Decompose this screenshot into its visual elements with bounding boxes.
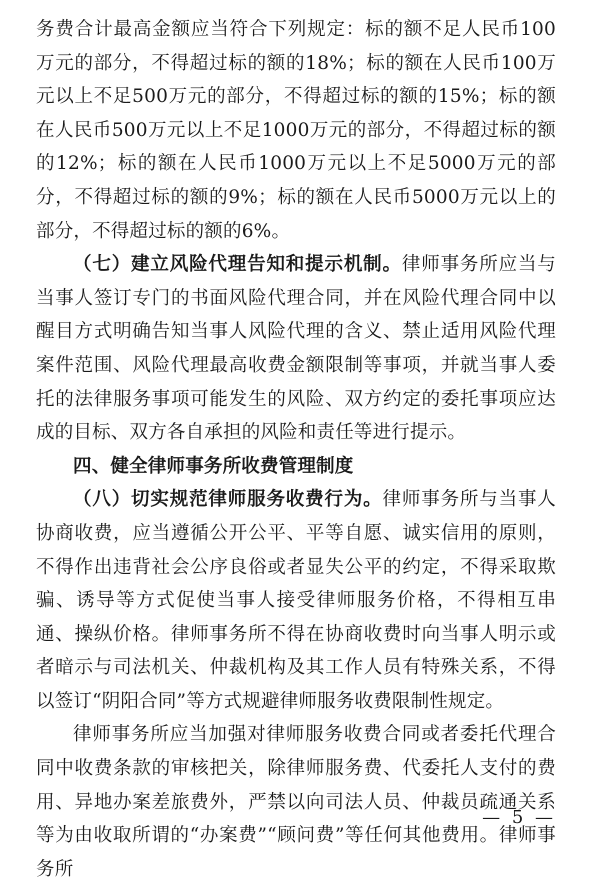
contract-review-text: 律师事务所应当加强对律师服务收费合同或者委托代理合同中收费条款的审核把关，除律师服务费、代委托人支付的费用、异地办案差旅费外，严禁以向司法人员、仲裁员疏通关系等为由收取所谓的“办案费”“顾问费”等任何其他费用。律师事务所 — [36, 724, 556, 880]
section-7-lead: （七）建立风险代理告知和提示机制。 — [73, 254, 402, 276]
fee-limit-text: 务费合计最高金额应当符合下列规定：标的额不足人民币100万元的部分，不得超过标的额的18%；标的额在人民币100万元以上不足500万元的部分，不得超过标的额的15%；标的额在人民币500万元以上不足1000万元的部分，不得超过标的额的12%；标的额在人民币1000万元以上不足5000万元的部分，不得超过标的额的9%；标的额在人民币5000万元以上的部分，不得超过标的额的6%。 — [36, 19, 556, 242]
section-8-lead: （八）切实规范律师服务收费行为。 — [73, 489, 383, 511]
contract-review-paragraph — [36, 718, 556, 886]
section-heading: 四、健全律师事务所收费管理制度 — [73, 455, 354, 477]
risk-agency-paragraph — [36, 248, 556, 450]
fee-behavior-paragraph — [36, 483, 556, 718]
page-number: — 5 — — [482, 807, 556, 828]
fee-behavior-text: 律师事务所与当事人协商收费，应当遵循公开公平、平等自愿、诚实信用的原则，不得作出违背社会公序良俗或者显失公平的约定，不得采取欺骗、诱导等方式促使当事人接受律师服务价格，不得相互串通、操纵价格。律师事务所不得在协商收费时向当事人明示或者暗示与司法机关、仲裁机构及其工作人员有特殊关系，不得以签订“阴阳合同”等方式规避律师服务收费限制性规定。 — [36, 489, 556, 712]
fee-limit-paragraph — [36, 13, 556, 248]
risk-agency-text: 律师事务所应当与当事人签订专门的书面风险代理合同，并在风险代理合同中以醒目方式明确告知当事人风险代理的含义、禁止适用风险代理案件范围、风险代理最高收费金额限制等事项，并就当事人委托的法律服务事项可能发生的风险、双方约定的委托事项应达成的目标、双方各自承担的风险和责任等进行提示。 — [36, 254, 556, 444]
